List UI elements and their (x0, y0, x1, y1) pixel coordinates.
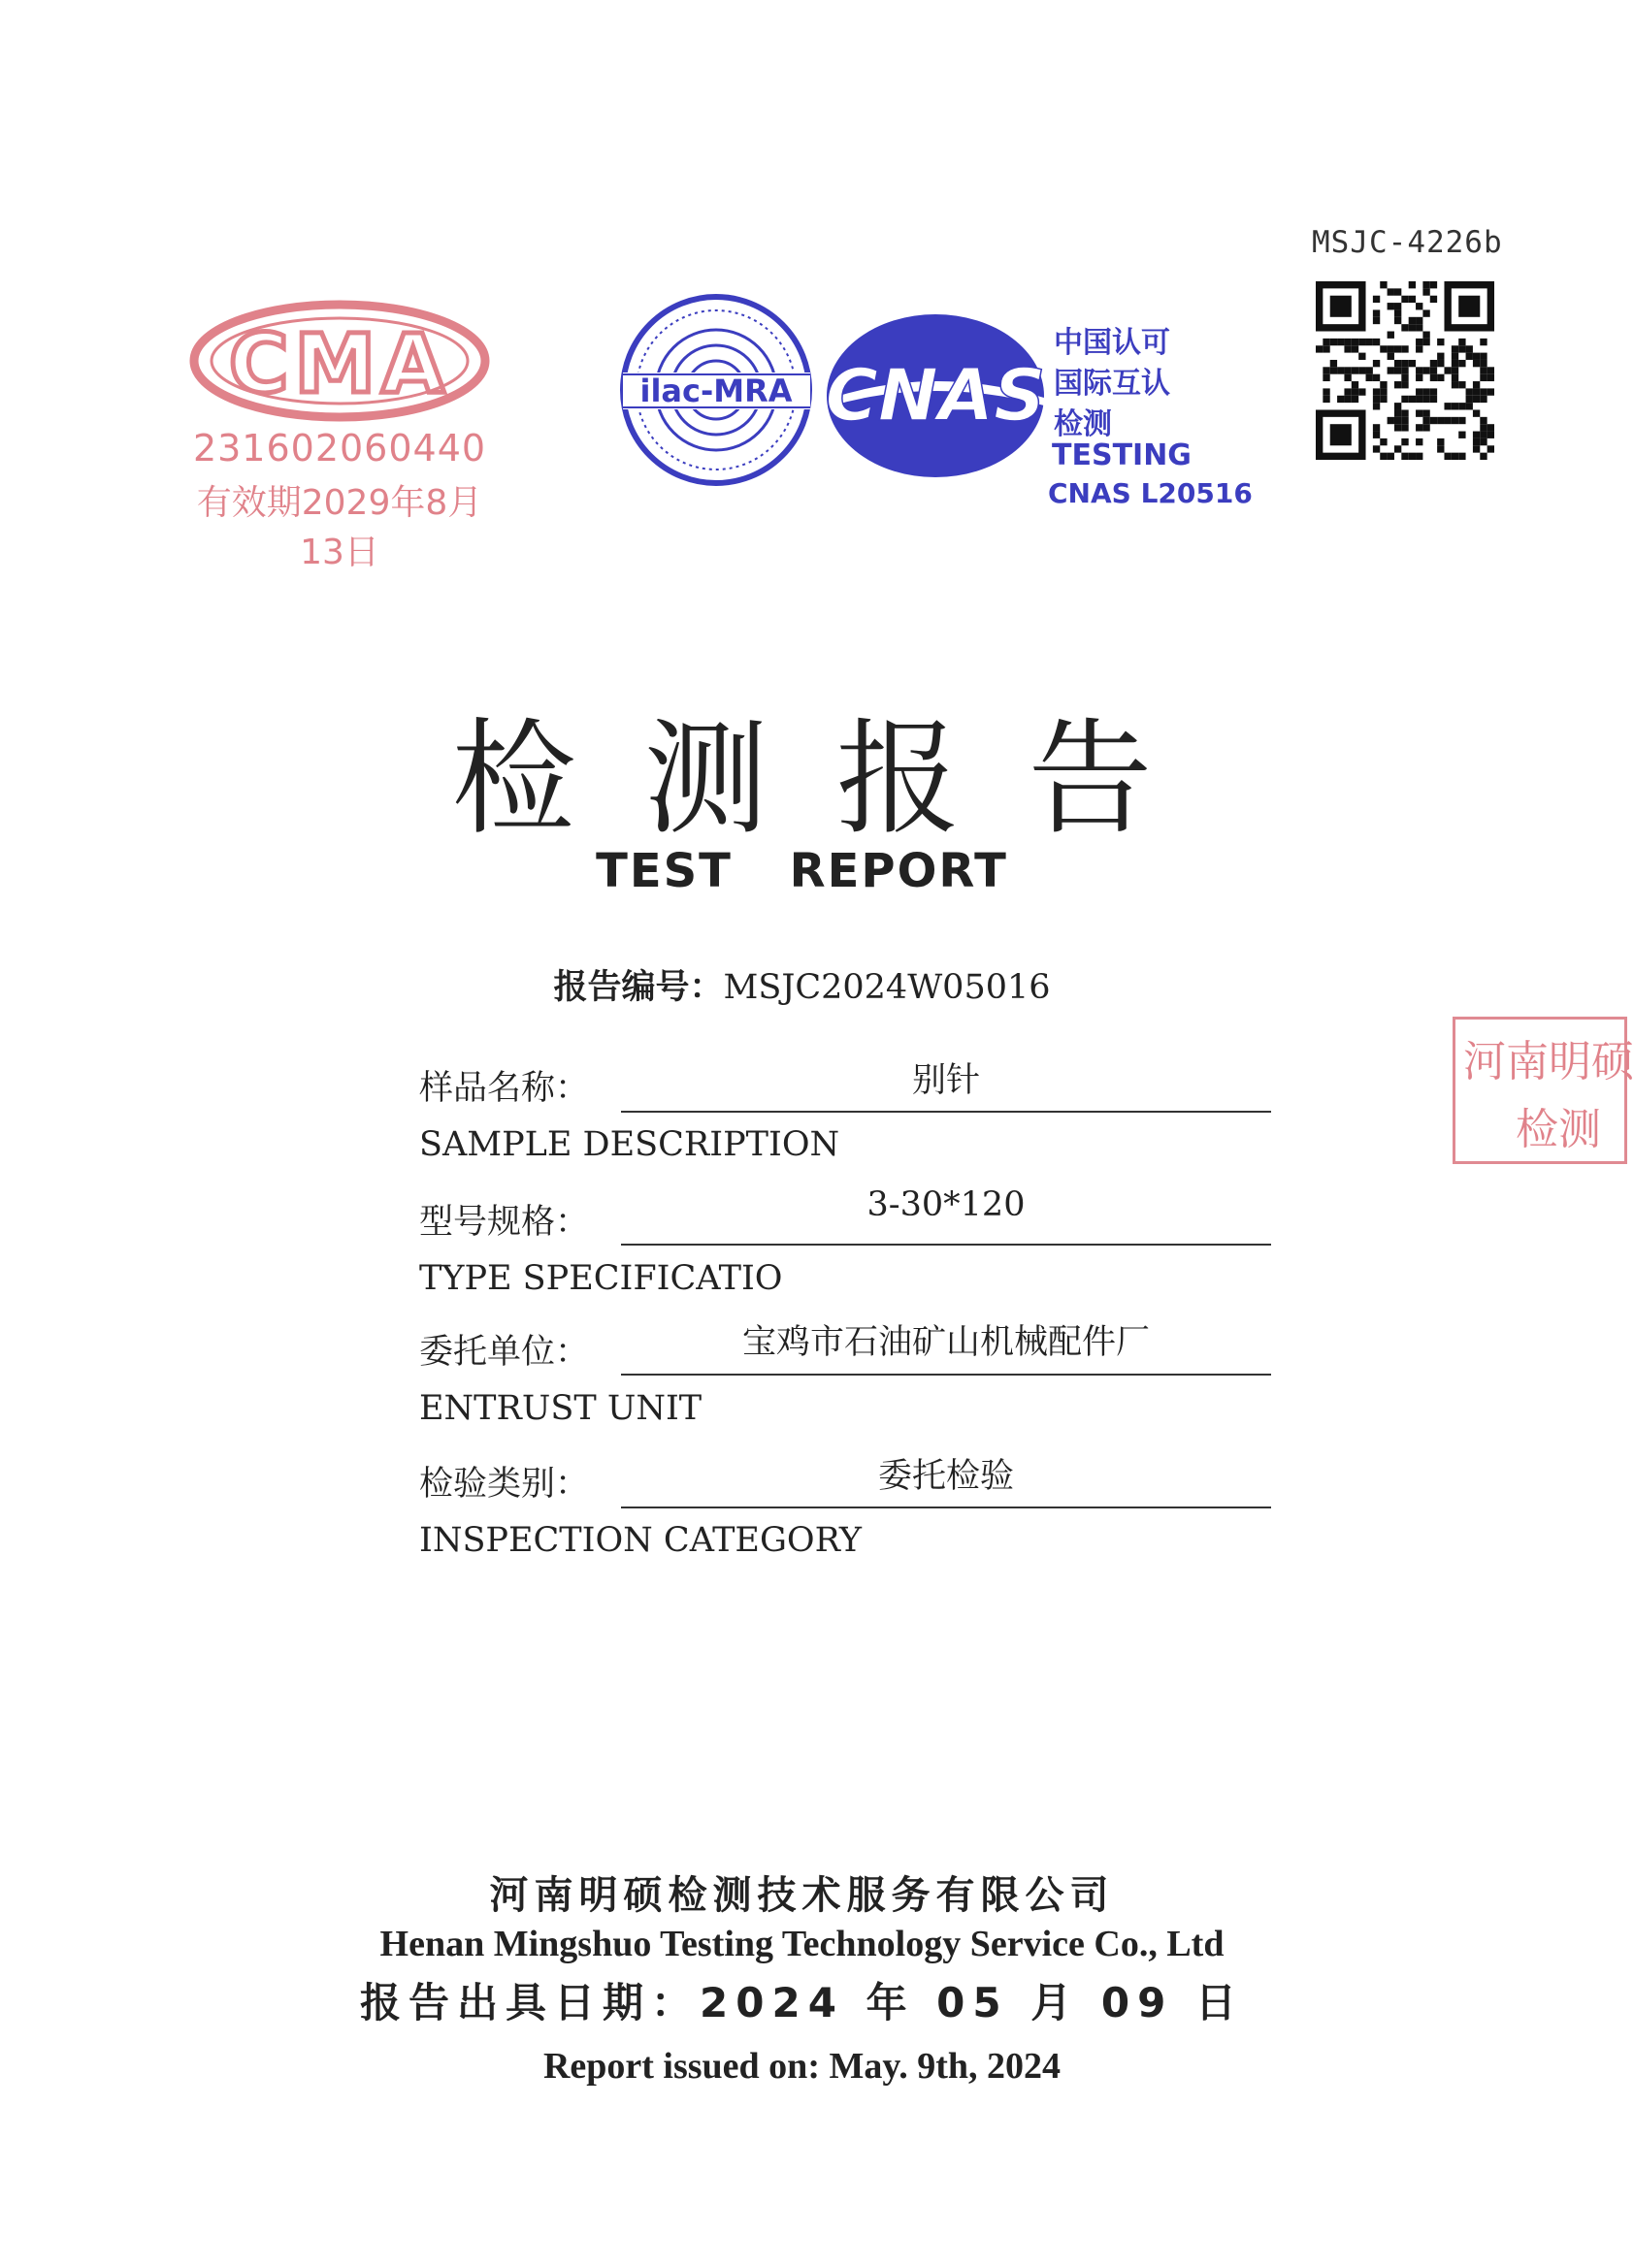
report-number-value: MSJC2024W05016 (723, 968, 1051, 1007)
cnas-logo (819, 308, 1052, 483)
type-spec-underline (621, 1244, 1271, 1246)
report-title-cn: 检测报告 (451, 707, 1221, 852)
sample-name-underline (621, 1111, 1271, 1113)
company-name-en: Henan Mingshuo Testing Technology Service Co., Ltd (379, 1924, 1225, 1964)
entrust-unit-label-en: ENTRUST UNIT (419, 1389, 703, 1428)
side-seal-line1: 河南明硕 (1463, 1037, 1634, 1086)
cnas-cn-line3: 检测 (1054, 407, 1112, 441)
sample-name-label: 样品名称： (419, 1069, 590, 1108)
inspection-category-label-en: INSPECTION CATEGORY (419, 1521, 862, 1560)
report-number-label: 报告编号： (553, 968, 724, 1007)
inspection-category-underline (621, 1507, 1271, 1508)
inspection-category-value: 委托检验 (877, 1457, 1014, 1496)
cma-number: 231602060440 (192, 427, 487, 470)
type-spec-label-en: TYPE SPECIFICATIO (419, 1259, 783, 1298)
inspection-category-label: 检验类别： (419, 1465, 590, 1504)
company-name-cn: 河南明硕检测技术服务有限公司 (489, 1873, 1115, 1918)
entrust-unit-value: 宝鸡市石油矿山机械配件厂 (741, 1323, 1150, 1362)
ilac-mra-logo (617, 291, 816, 490)
entrust-unit-label: 委托单位： (419, 1333, 590, 1372)
cma-validity: 有效期2029年8月13日 (196, 483, 483, 572)
svg-text:ilac-MRA: ilac-MRA (639, 373, 793, 409)
report-title-en: TEST REPORT (596, 844, 1008, 898)
cnas-code: CNAS L20516 (1048, 477, 1253, 509)
svg-text:CMA: CMA (228, 316, 451, 411)
side-seal-line2: 检测 (1516, 1105, 1601, 1154)
type-spec-value: 3-30*120 (866, 1185, 1026, 1224)
sample-name-label-en: SAMPLE DESCRIPTION (419, 1125, 840, 1164)
qr-code-icon (1316, 281, 1494, 460)
document-code: MSJC-4226b (1312, 225, 1503, 260)
report-number (0, 960, 1604, 1009)
svg-text:CNAS: CNAS (825, 354, 1046, 437)
entrust-unit-underline (621, 1374, 1271, 1376)
issue-date-en: Report issued on: May. 9th, 2024 (542, 2046, 1062, 2087)
sample-name-value: 别针 (911, 1061, 980, 1100)
cnas-testing-label: TESTING (1052, 438, 1192, 472)
cnas-cn-line2: 国际互认 (1054, 367, 1170, 401)
issue-date-cn: 报告出具日期：2024 年 05 月 09 日 (360, 1979, 1244, 2026)
type-spec-label: 型号规格： (419, 1203, 590, 1242)
cnas-cn-line1: 中国认可 (1054, 326, 1170, 360)
